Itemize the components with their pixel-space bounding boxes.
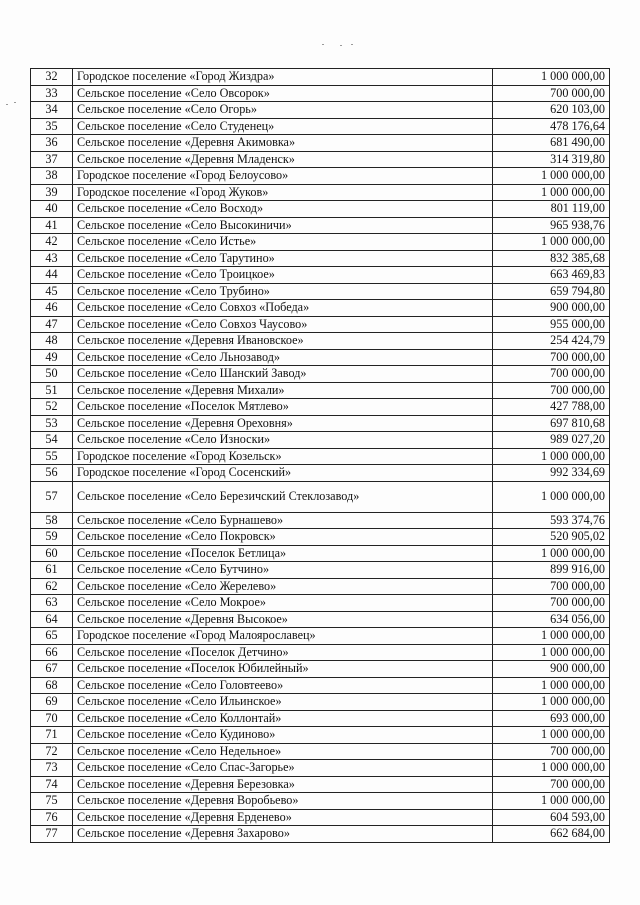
amount-value: 1 000 000,00	[493, 481, 610, 512]
settlement-name: Сельское поселение «Село Высокиничи»	[73, 217, 493, 234]
amount-value: 659 794,80	[493, 283, 610, 300]
settlement-name: Сельское поселение «Село Головтеево»	[73, 677, 493, 694]
table-row	[31, 448, 610, 465]
settlement-name: Сельское поселение «Деревня Михали»	[73, 382, 493, 399]
row-number: 65	[31, 628, 73, 645]
amount-value: 900 000,00	[493, 300, 610, 317]
settlement-name: Сельское поселение «Деревня Березовка»	[73, 776, 493, 793]
amount-value: 1 000 000,00	[493, 69, 610, 86]
amount-value: 1 000 000,00	[493, 727, 610, 744]
amount-value: 314 319,80	[493, 151, 610, 168]
table-row	[31, 644, 610, 661]
row-number: 70	[31, 710, 73, 727]
settlement-name: Сельское поселение «Село Спас-Загорье»	[73, 760, 493, 777]
row-number: 56	[31, 465, 73, 482]
amount-value: 899 916,00	[493, 562, 610, 579]
table-row	[31, 776, 610, 793]
table-row	[31, 727, 610, 744]
settlement-name: Сельское поселение «Село Бурнашево»	[73, 512, 493, 529]
table-row	[31, 118, 610, 135]
settlement-name: Сельское поселение «Село Тарутино»	[73, 250, 493, 267]
amount-value: 700 000,00	[493, 743, 610, 760]
row-number: 59	[31, 529, 73, 546]
settlement-name: Сельское поселение «Село Бутчино»	[73, 562, 493, 579]
settlement-name: Городское поселение «Город Малоярославец»	[73, 628, 493, 645]
table-row	[31, 481, 610, 512]
settlement-name: Сельское поселение «Деревня Ерденево»	[73, 809, 493, 826]
row-number: 77	[31, 826, 73, 843]
settlement-name: Сельское поселение «Село Огорь»	[73, 102, 493, 119]
row-number: 32	[31, 69, 73, 86]
row-number: 41	[31, 217, 73, 234]
amount-value: 634 056,00	[493, 611, 610, 628]
table-row	[31, 545, 610, 562]
amount-value: 700 000,00	[493, 776, 610, 793]
settlement-name: Сельское поселение «Село Недельное»	[73, 743, 493, 760]
amount-value: 663 469,83	[493, 267, 610, 284]
settlement-name: Сельское поселение «Село Студенец»	[73, 118, 493, 135]
scan-speck	[6, 104, 8, 105]
settlement-name: Сельское поселение «Поселок Бетлица»	[73, 545, 493, 562]
row-number: 68	[31, 677, 73, 694]
amount-value: 700 000,00	[493, 382, 610, 399]
settlement-name: Сельское поселение «Село Коллонтай»	[73, 710, 493, 727]
amount-value: 801 119,00	[493, 201, 610, 218]
settlement-name: Сельское поселение «Деревня Высокое»	[73, 611, 493, 628]
table-row	[31, 151, 610, 168]
scan-speck	[340, 45, 342, 46]
settlement-name: Сельское поселение «Село Жерелево»	[73, 578, 493, 595]
amount-value: 700 000,00	[493, 578, 610, 595]
table-row	[31, 102, 610, 119]
row-number: 45	[31, 283, 73, 300]
settlement-name: Сельское поселение «Село Ильинское»	[73, 694, 493, 711]
table-row	[31, 661, 610, 678]
table-row	[31, 760, 610, 777]
scan-speck	[351, 44, 353, 45]
row-number: 53	[31, 415, 73, 432]
table-row	[31, 694, 610, 711]
settlement-name: Сельское поселение «Село Кудиново»	[73, 727, 493, 744]
table-row	[31, 135, 610, 152]
row-number: 46	[31, 300, 73, 317]
amount-value: 1 000 000,00	[493, 694, 610, 711]
row-number: 75	[31, 793, 73, 810]
table-row	[31, 184, 610, 201]
row-number: 60	[31, 545, 73, 562]
allocation-table	[30, 68, 610, 843]
row-number: 64	[31, 611, 73, 628]
row-number: 63	[31, 595, 73, 612]
table-row	[31, 250, 610, 267]
scan-speck	[322, 44, 324, 45]
table-row	[31, 283, 610, 300]
row-number: 47	[31, 316, 73, 333]
table-row	[31, 432, 610, 449]
table-row	[31, 69, 610, 86]
settlement-name: Сельское поселение «Поселок Детчино»	[73, 644, 493, 661]
table-row	[31, 300, 610, 317]
row-number: 39	[31, 184, 73, 201]
settlement-name: Сельское поселение «Село Трубино»	[73, 283, 493, 300]
row-number: 40	[31, 201, 73, 218]
settlement-name: Сельское поселение «Поселок Юбилейный»	[73, 661, 493, 678]
settlement-name: Сельское поселение «Деревня Младенск»	[73, 151, 493, 168]
table-row	[31, 611, 610, 628]
settlement-name: Сельское поселение «Село Троицкое»	[73, 267, 493, 284]
amount-value: 604 593,00	[493, 809, 610, 826]
table-row	[31, 677, 610, 694]
table-row	[31, 465, 610, 482]
table-row	[31, 267, 610, 284]
settlement-name: Сельское поселение «Село Шанский Завод»	[73, 366, 493, 383]
settlement-name: Городское поселение «Город Белоусово»	[73, 168, 493, 185]
table-row	[31, 201, 610, 218]
row-number: 61	[31, 562, 73, 579]
amount-value: 900 000,00	[493, 661, 610, 678]
table-row	[31, 333, 610, 350]
amount-value: 700 000,00	[493, 349, 610, 366]
amount-value: 965 938,76	[493, 217, 610, 234]
row-number: 51	[31, 382, 73, 399]
amount-value: 1 000 000,00	[493, 628, 610, 645]
row-number: 43	[31, 250, 73, 267]
settlement-name: Сельское поселение «Деревня Ореховня»	[73, 415, 493, 432]
row-number: 35	[31, 118, 73, 135]
amount-value: 1 000 000,00	[493, 184, 610, 201]
amount-value: 693 000,00	[493, 710, 610, 727]
amount-value: 593 374,76	[493, 512, 610, 529]
settlement-name: Сельское поселение «Село Овсорок»	[73, 85, 493, 102]
row-number: 49	[31, 349, 73, 366]
settlement-name: Сельское поселение «Деревня Акимовка»	[73, 135, 493, 152]
amount-value: 1 000 000,00	[493, 168, 610, 185]
settlement-name: Сельское поселение «Село Восход»	[73, 201, 493, 218]
amount-value: 1 000 000,00	[493, 793, 610, 810]
settlement-name: Сельское поселение «Село Мокрое»	[73, 595, 493, 612]
amount-value: 989 027,20	[493, 432, 610, 449]
settlement-name: Сельское поселение «Деревня Захарово»	[73, 826, 493, 843]
row-number: 71	[31, 727, 73, 744]
settlement-name: Сельское поселение «Село Совхоз Чаусово»	[73, 316, 493, 333]
row-number: 50	[31, 366, 73, 383]
row-number: 67	[31, 661, 73, 678]
amount-value: 478 176,64	[493, 118, 610, 135]
amount-value: 254 424,79	[493, 333, 610, 350]
row-number: 76	[31, 809, 73, 826]
amount-value: 697 810,68	[493, 415, 610, 432]
table-row	[31, 85, 610, 102]
row-number: 38	[31, 168, 73, 185]
table-row	[31, 512, 610, 529]
row-number: 33	[31, 85, 73, 102]
row-number: 36	[31, 135, 73, 152]
row-number: 58	[31, 512, 73, 529]
amount-value: 1 000 000,00	[493, 545, 610, 562]
row-number: 72	[31, 743, 73, 760]
settlement-name: Сельское поселение «Деревня Ивановское»	[73, 333, 493, 350]
amount-value: 620 103,00	[493, 102, 610, 119]
amount-value: 520 905,02	[493, 529, 610, 546]
settlement-name: Городское поселение «Город Жуков»	[73, 184, 493, 201]
table-row	[31, 578, 610, 595]
amount-value: 1 000 000,00	[493, 644, 610, 661]
settlement-name: Сельское поселение «Село Покровск»	[73, 529, 493, 546]
row-number: 48	[31, 333, 73, 350]
amount-value: 992 334,69	[493, 465, 610, 482]
row-number: 66	[31, 644, 73, 661]
table-row	[31, 743, 610, 760]
settlement-name: Городское поселение «Город Жиздра»	[73, 69, 493, 86]
settlement-name: Сельское поселение «Село Истье»	[73, 234, 493, 251]
amount-value: 832 385,68	[493, 250, 610, 267]
row-number: 34	[31, 102, 73, 119]
row-number: 37	[31, 151, 73, 168]
table-row	[31, 562, 610, 579]
settlement-name: Сельское поселение «Село Льнозавод»	[73, 349, 493, 366]
table-row	[31, 809, 610, 826]
row-number: 57	[31, 481, 73, 512]
table-row	[31, 366, 610, 383]
row-number: 55	[31, 448, 73, 465]
table-row	[31, 168, 610, 185]
amount-value: 955 000,00	[493, 316, 610, 333]
row-number: 62	[31, 578, 73, 595]
settlement-name: Сельское поселение «Село Березичский Стеклозавод»	[73, 481, 493, 512]
table-row	[31, 415, 610, 432]
row-number: 44	[31, 267, 73, 284]
row-number: 42	[31, 234, 73, 251]
settlement-name: Сельское поселение «Поселок Мятлево»	[73, 399, 493, 416]
settlement-name: Городское поселение «Город Козельск»	[73, 448, 493, 465]
settlement-name: Городское поселение «Город Сосенский»	[73, 465, 493, 482]
amount-value: 1 000 000,00	[493, 677, 610, 694]
amount-value: 427 788,00	[493, 399, 610, 416]
table-row	[31, 628, 610, 645]
amount-value: 681 490,00	[493, 135, 610, 152]
settlement-name: Сельское поселение «Деревня Воробьево»	[73, 793, 493, 810]
amount-value: 1 000 000,00	[493, 234, 610, 251]
table-row	[31, 595, 610, 612]
amount-value: 700 000,00	[493, 366, 610, 383]
table-row	[31, 217, 610, 234]
table-row	[31, 826, 610, 843]
row-number: 52	[31, 399, 73, 416]
settlement-name: Сельское поселение «Село Совхоз «Победа»	[73, 300, 493, 317]
row-number: 54	[31, 432, 73, 449]
table-row	[31, 399, 610, 416]
amount-value: 1 000 000,00	[493, 448, 610, 465]
amount-value: 700 000,00	[493, 85, 610, 102]
table-row	[31, 710, 610, 727]
table-row	[31, 349, 610, 366]
amount-value: 700 000,00	[493, 595, 610, 612]
amount-value: 662 684,00	[493, 826, 610, 843]
table-row	[31, 529, 610, 546]
table-row	[31, 793, 610, 810]
row-number: 69	[31, 694, 73, 711]
table-row	[31, 234, 610, 251]
table-row	[31, 316, 610, 333]
row-number: 73	[31, 760, 73, 777]
amount-value: 1 000 000,00	[493, 760, 610, 777]
scan-speck	[14, 102, 16, 103]
row-number: 74	[31, 776, 73, 793]
table-row	[31, 382, 610, 399]
settlement-name: Сельское поселение «Село Износки»	[73, 432, 493, 449]
